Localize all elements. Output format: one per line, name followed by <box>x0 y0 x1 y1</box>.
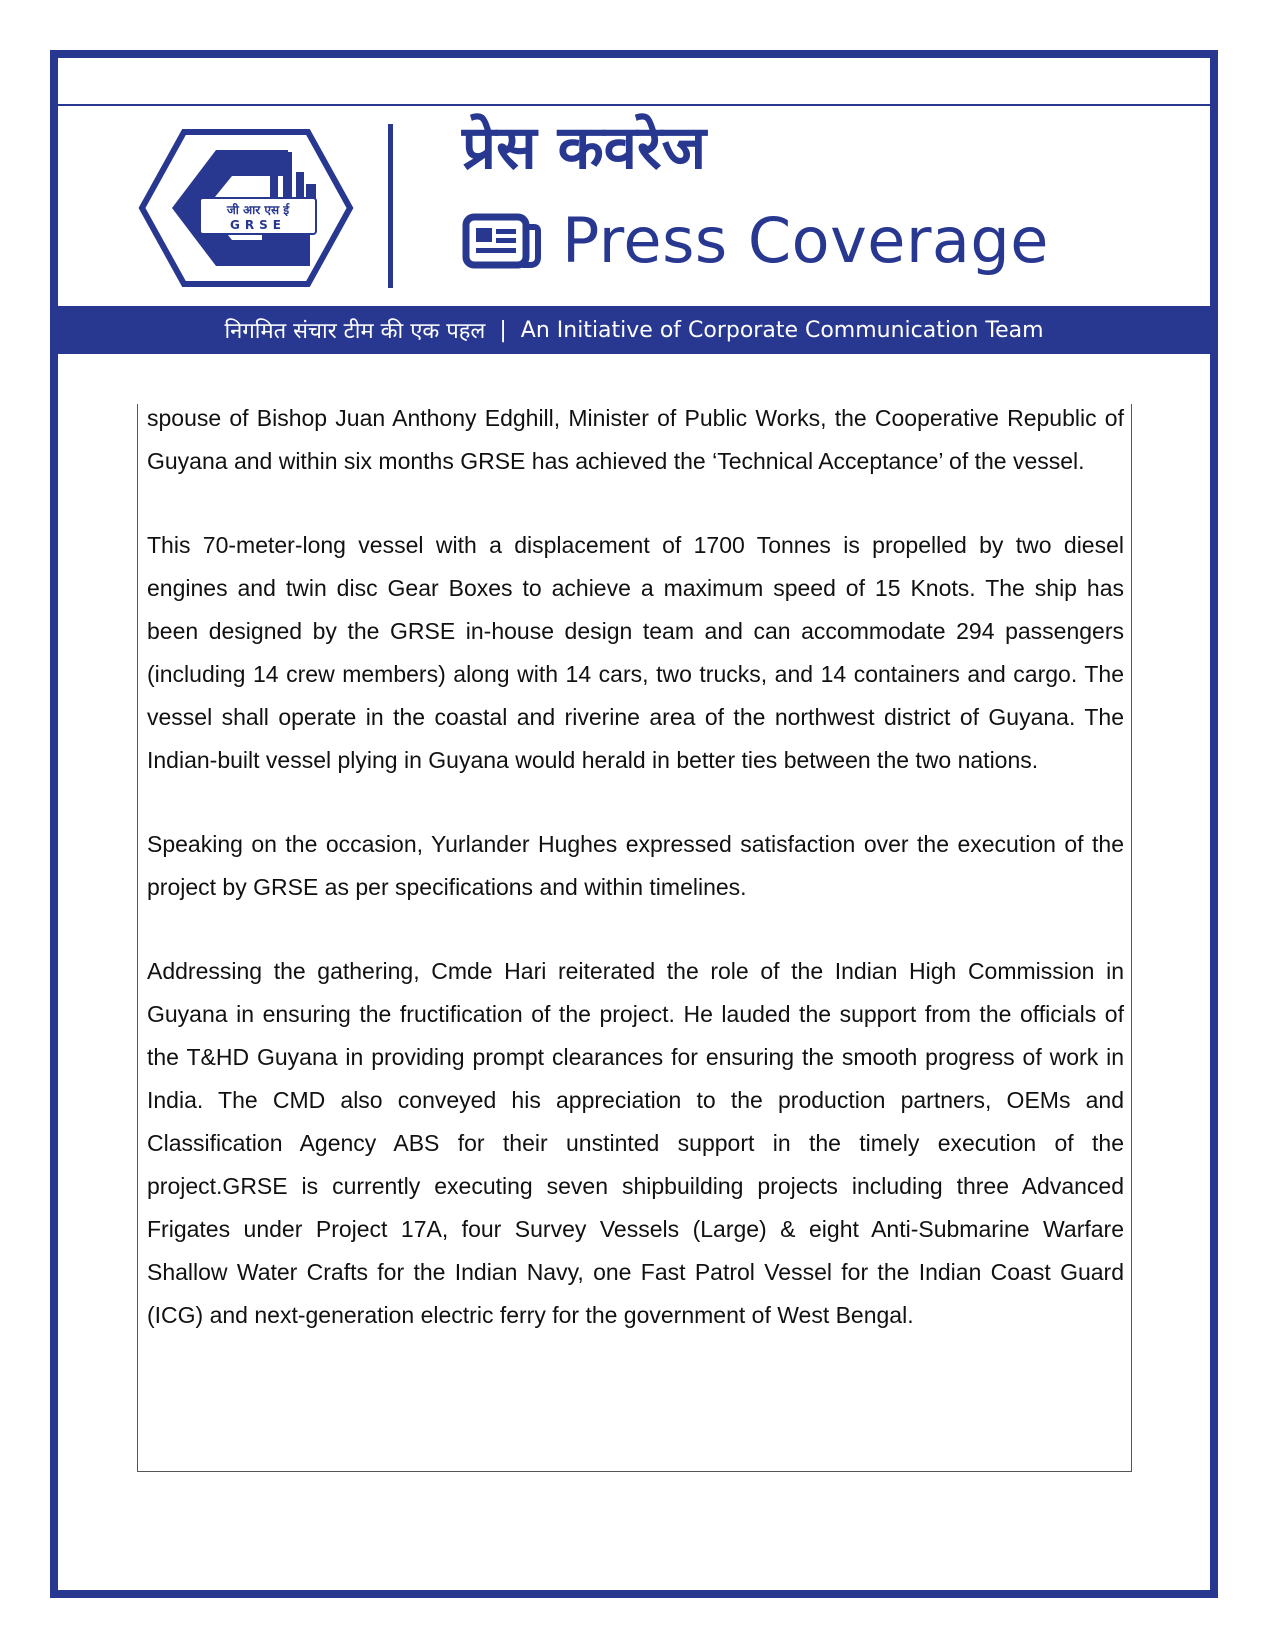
banner-hindi-text: निगमित संचार टीम की एक पहल <box>224 319 486 344</box>
english-title-row <box>462 206 1049 276</box>
initiative-banner <box>58 306 1210 354</box>
article-paragraph: Addressing the gathering, Cmde Hari reiterated the role of the Indian High Commission in Guyana in ensuring the fructification of the project. He lauded the support from the officials of the T&HD Guyana in providing prompt clearances for ensuring the smooth progress of work in India. The CMD also conveyed his appreciation to the production partners, OEMs and Classification Agency ABS for their unstinted support in the timely execution of the project.GRSE is currently executing seven shipbuilding projects including three Advanced Frigates under Project 17A, four Survey Vessels (Large) & eight Anti-Submarine Warfare Shallow Water Crafts for the Indian Navy, one Fast Patrol Vessel for the Indian Coast Guard (ICG) and next-generation electric ferry for the government of West Bengal. <box>147 958 1124 1328</box>
english-title: Press Coverage <box>562 204 1049 277</box>
grse-logo <box>138 128 354 288</box>
logo-grse-text: GRSE <box>230 218 286 232</box>
newspaper-icon <box>462 213 542 269</box>
article-body <box>147 397 1124 1337</box>
article-paragraph: spouse of Bishop Juan Anthony Edghill, Minister of Public Works, the Cooperative Republic of Guyana and within six months GRSE has achieved the ‘Technical Acceptance’ of the vessel. <box>147 405 1124 474</box>
article-paragraph: This 70-meter-long vessel with a displacement of 1700 Tonnes is propelled by two diesel engines and twin disc Gear Boxes to achieve a maximum speed of 15 Knots. The ship has been designed by the GRSE in-house design team and can accommodate 294 passengers (including 14 crew members) along with 14 cars, two trucks, and 14 containers and cargo. The vessel shall operate in the coastal and riverine area of the northwest district of Guyana. The Indian-built vessel plying in Guyana would herald in better ties between the two nations. <box>147 532 1124 773</box>
header-divider <box>388 124 393 288</box>
banner-english-text: An Initiative of Corporate Communication Team <box>520 317 1044 343</box>
logo-hindi-text: जी आर एस ई <box>226 203 290 217</box>
article-paragraph: Speaking on the occasion, Yurlander Hughes expressed satisfaction over the execution of the project by GRSE as per specifications and within timelines. <box>147 831 1124 900</box>
banner-separator: | <box>499 317 507 343</box>
header-top-rule <box>58 104 1210 106</box>
hindi-title: प्रेस कवरेज <box>462 113 707 183</box>
